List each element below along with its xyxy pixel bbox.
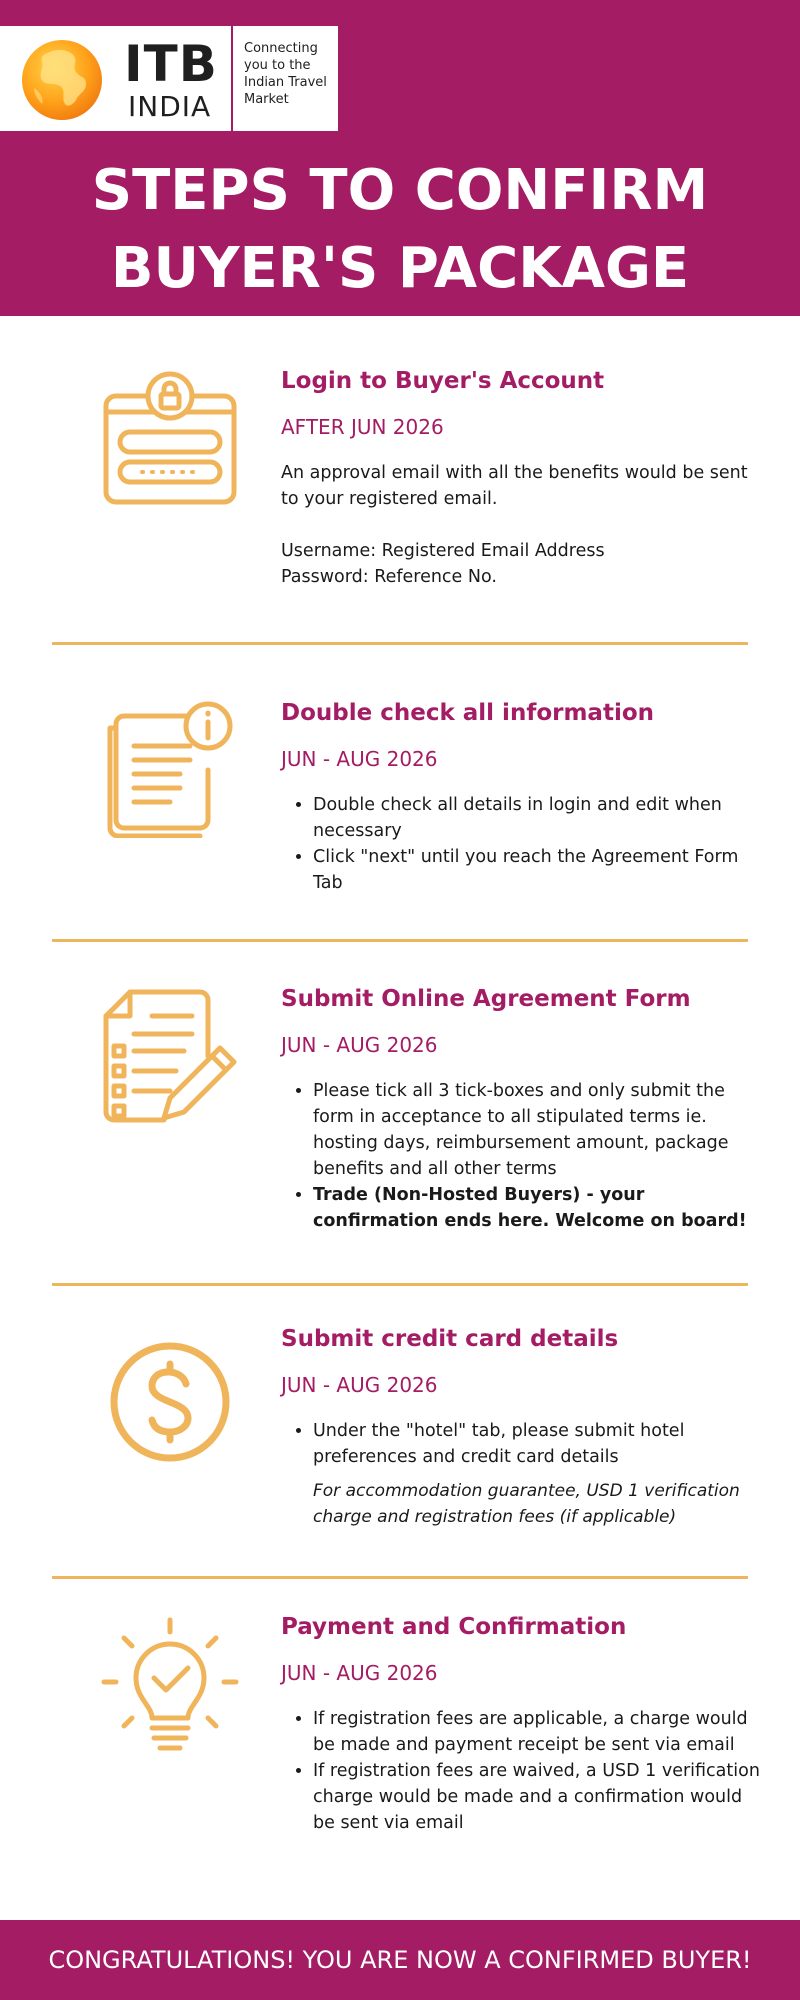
step-date: AFTER JUN 2026 <box>281 415 444 439</box>
login-credentials <box>281 538 761 590</box>
logo-itb-text: ITB <box>124 35 218 93</box>
list-item: • Trade (Non-Hosted Buyers) - your confirmation ends here. Welcome on board! <box>313 1182 761 1234</box>
section-divider <box>52 1283 748 1286</box>
section-divider <box>52 1576 748 1579</box>
list-item: • If registration fees are applicable, a charge would be made and payment receipt be sent via email <box>313 1706 761 1758</box>
list-item: • Under the "hotel" tab, please submit hotel preferences and credit card details <box>313 1418 761 1470</box>
login-card-lock-icon <box>100 366 240 506</box>
step-note: For accommodation guarantee, USD 1 verification charge and registration fees (if applicable) <box>313 1481 740 1527</box>
section-divider <box>52 939 748 942</box>
list-item: • Double check all details in login and edit when necessary <box>313 792 761 844</box>
bullet-list <box>281 1706 761 1836</box>
step-description: An approval email with all the benefits would be sent to your registered email. <box>281 463 748 509</box>
form-pen-icon <box>100 986 240 1126</box>
logo-india-text: INDIA <box>128 90 212 123</box>
document-info-icon <box>100 698 240 838</box>
lightbulb-check-icon <box>100 1614 240 1754</box>
bullet-list <box>281 1418 761 1470</box>
list-item: • If registration fees are waived, a USD 1 verification charge would be made and a confirmation would be sent via email <box>313 1758 761 1836</box>
bullet-list <box>281 792 761 896</box>
header-banner <box>0 0 800 316</box>
globe-logo-icon <box>20 38 104 122</box>
step-date: JUN - AUG 2026 <box>281 747 438 771</box>
step-title: Payment and Confirmation <box>281 1614 627 1640</box>
bullet-list <box>281 1078 761 1234</box>
step-date: JUN - AUG 2026 <box>281 1033 438 1057</box>
dollar-coin-icon <box>100 1332 240 1472</box>
username-line: Username: Registered Email Address <box>281 541 605 561</box>
page-title-line2: BUYER'S PACKAGE <box>110 236 690 301</box>
step-date: JUN - AUG 2026 <box>281 1373 438 1397</box>
step-title: Submit Online Agreement Form <box>281 986 691 1012</box>
section-divider <box>52 642 748 645</box>
logo-tagline: Connecting you to the Indian Travel Market <box>244 41 327 107</box>
step-title: Submit credit card details <box>281 1326 619 1352</box>
list-item: • Click "next" until you reach the Agreement Form Tab <box>313 844 761 896</box>
step-title: Login to Buyer's Account <box>281 368 605 394</box>
page-title-line1: STEPS TO CONFIRM <box>91 158 709 223</box>
step-date: JUN - AUG 2026 <box>281 1661 438 1685</box>
footer-message: CONGRATULATIONS! YOU ARE NOW A CONFIRMED BUYER! <box>48 1946 752 1974</box>
page-title <box>0 152 800 308</box>
list-item: • Please tick all 3 tick-boxes and only submit the form in acceptance to all stipulated terms ie. hosting days, reimbursement amount, package benefits and all other terms <box>313 1078 761 1182</box>
footer-banner <box>0 1920 800 2000</box>
step-title: Double check all information <box>281 700 655 726</box>
password-line: Password: Reference No. <box>281 567 497 587</box>
